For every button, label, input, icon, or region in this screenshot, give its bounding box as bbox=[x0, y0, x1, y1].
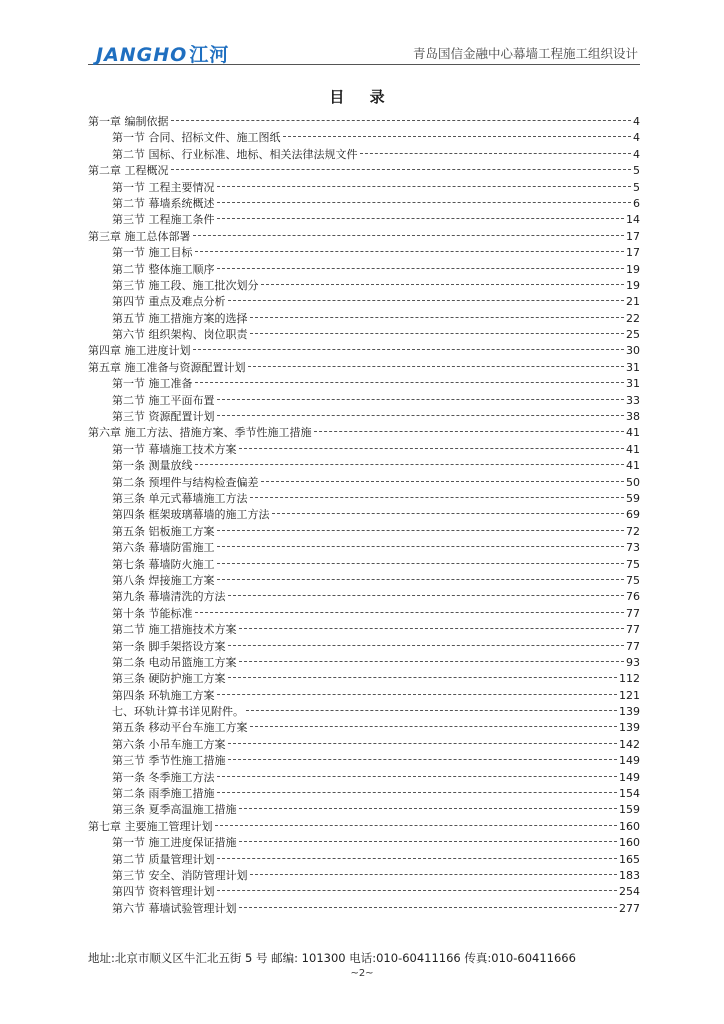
toc-dot-leader bbox=[215, 825, 618, 826]
toc-entry-page: 41 bbox=[626, 442, 640, 456]
toc-entry-label: 第四节 资料管理计划 bbox=[112, 885, 215, 899]
toc-entry-label: 第四条 环轨施工方案 bbox=[112, 688, 215, 702]
toc-entry[interactable] bbox=[88, 852, 640, 868]
toc-entry-page: 38 bbox=[626, 410, 640, 424]
toc-entry[interactable] bbox=[88, 196, 640, 212]
toc-dot-leader bbox=[261, 284, 625, 285]
logo-latin: JANGHO bbox=[96, 44, 188, 66]
toc-entry-label: 第三条 硬防护施工方案 bbox=[112, 672, 226, 686]
toc-entry[interactable] bbox=[88, 425, 640, 441]
toc-entry-page: 149 bbox=[619, 754, 640, 768]
toc-entry-label: 第三节 施工段、施工批次划分 bbox=[112, 278, 259, 292]
toc-dot-leader bbox=[195, 382, 625, 383]
toc-entry-label: 第一条 测量放线 bbox=[112, 459, 193, 473]
toc-entry[interactable] bbox=[88, 868, 640, 884]
toc-entry-label: 第四条 框架玻璃幕墙的施工方法 bbox=[112, 508, 270, 522]
toc-entry-page: 14 bbox=[626, 213, 640, 227]
toc-entry-label: 第五章 施工准备与资源配置计划 bbox=[88, 360, 246, 374]
toc-entry[interactable] bbox=[88, 704, 640, 720]
toc-entry-page: 277 bbox=[619, 901, 640, 915]
toc-dot-leader bbox=[250, 726, 618, 727]
toc-entry-page: 149 bbox=[619, 770, 640, 784]
toc-entry-page: 160 bbox=[619, 819, 640, 833]
toc-entry[interactable] bbox=[88, 639, 640, 655]
toc-entry-page: 41 bbox=[626, 459, 640, 473]
toc-entry[interactable] bbox=[88, 573, 640, 589]
toc-dot-leader bbox=[314, 431, 625, 432]
toc-entry[interactable] bbox=[88, 720, 640, 736]
toc-entry-page: 4 bbox=[633, 131, 640, 145]
toc-entry[interactable] bbox=[88, 606, 640, 622]
toc-entry-label: 第三条 单元式幕墙施工方法 bbox=[112, 491, 248, 505]
toc-entry-page: 59 bbox=[626, 491, 640, 505]
toc-dot-leader bbox=[250, 317, 625, 318]
toc-entry[interactable] bbox=[88, 557, 640, 573]
toc-entry-page: 17 bbox=[626, 246, 640, 260]
toc-dot-leader bbox=[193, 349, 625, 350]
toc-entry[interactable] bbox=[88, 343, 640, 359]
toc-entry[interactable] bbox=[88, 901, 640, 917]
toc-entry[interactable] bbox=[88, 770, 640, 786]
toc-entry-page: 142 bbox=[619, 737, 640, 751]
toc-entry-page: 154 bbox=[619, 787, 640, 801]
toc-entry-label: 第二节 施工平面布置 bbox=[112, 393, 215, 407]
toc-entry-label: 第二条 雨季施工措施 bbox=[112, 787, 215, 801]
toc-entry[interactable] bbox=[88, 393, 640, 409]
toc-entry-label: 第三节 工程施工条件 bbox=[112, 213, 215, 227]
toc-entry[interactable] bbox=[88, 802, 640, 818]
toc-dot-leader bbox=[360, 153, 632, 154]
toc-entry-label: 第二节 施工措施技术方案 bbox=[112, 623, 237, 637]
toc-entry-page: 33 bbox=[626, 393, 640, 407]
toc-entry[interactable] bbox=[88, 589, 640, 605]
toc-entry-label: 第一章 编制依据 bbox=[88, 115, 169, 128]
toc-entry-page: 112 bbox=[619, 672, 640, 686]
toc-dot-leader bbox=[195, 464, 625, 465]
toc-entry[interactable] bbox=[88, 229, 640, 245]
toc-entry-page: 76 bbox=[626, 590, 640, 604]
toc-entry-page: 31 bbox=[626, 360, 640, 374]
toc-dot-leader bbox=[272, 513, 625, 514]
toc-entry-page: 50 bbox=[626, 475, 640, 489]
toc-entry-label: 第一节 施工进度保证措施 bbox=[112, 836, 237, 850]
toc-entry-label: 第六节 组织架构、岗位职责 bbox=[112, 328, 248, 342]
toc-entry-page: 31 bbox=[626, 377, 640, 391]
toc-entry-label: 第二节 幕墙系统概述 bbox=[112, 196, 215, 210]
toc-entry-label: 第一条 脚手架搭设方案 bbox=[112, 639, 226, 653]
toc-dot-leader bbox=[283, 136, 632, 137]
toc-entry-page: 73 bbox=[626, 541, 640, 555]
toc-entry-label: 第一节 工程主要情况 bbox=[112, 180, 215, 194]
toc-entry-label: 第六条 小吊车施工方案 bbox=[112, 737, 226, 751]
toc-entry[interactable] bbox=[88, 507, 640, 523]
toc-entry-label: 第二节 国标、行业标准、地标、相关法律法规文件 bbox=[112, 147, 358, 161]
toc-dot-leader bbox=[239, 907, 618, 908]
toc-entry[interactable] bbox=[88, 278, 640, 294]
toc-entry[interactable] bbox=[88, 376, 640, 392]
toc-entry[interactable] bbox=[88, 671, 640, 687]
toc-dot-leader bbox=[217, 890, 618, 891]
toc-dot-leader bbox=[239, 448, 625, 449]
toc-entry[interactable] bbox=[88, 130, 640, 146]
toc-entry-label: 第九条 幕墙清洗的方法 bbox=[112, 590, 226, 604]
toc-dot-leader bbox=[250, 333, 625, 334]
toc-entry-label: 第三节 资源配置计划 bbox=[112, 410, 215, 424]
toc-entry[interactable] bbox=[88, 327, 640, 343]
toc-entry-label: 第三章 施工总体部署 bbox=[88, 229, 191, 243]
toc-entry-label: 第六节 幕墙试验管理计划 bbox=[112, 901, 237, 915]
toc-dot-leader bbox=[217, 530, 625, 531]
toc-entry-label: 第三条 夏季高温施工措施 bbox=[112, 803, 237, 817]
toc-entry-label: 第二条 电动吊篮施工方案 bbox=[112, 655, 237, 669]
toc-entry-label: 第四节 重点及难点分析 bbox=[112, 295, 226, 309]
toc-entry-page: 30 bbox=[626, 344, 640, 358]
toc-entry-page: 6 bbox=[633, 196, 640, 210]
toc-dot-leader bbox=[239, 808, 618, 809]
toc-dot-leader bbox=[250, 497, 625, 498]
toc-entry-page: 77 bbox=[626, 639, 640, 653]
toc-entry[interactable] bbox=[88, 114, 640, 130]
toc-entry-page: 25 bbox=[626, 328, 640, 342]
toc-entry-page: 41 bbox=[626, 426, 640, 440]
toc-entry-label: 第八条 焊接施工方案 bbox=[112, 573, 215, 587]
toc-dot-leader bbox=[239, 841, 618, 842]
toc-entry-page: 17 bbox=[626, 229, 640, 243]
toc-entry[interactable] bbox=[88, 524, 640, 540]
toc-dot-leader bbox=[195, 612, 625, 613]
toc-entry[interactable] bbox=[88, 786, 640, 802]
toc-entry-page: 254 bbox=[619, 885, 640, 899]
toc-entry-page: 4 bbox=[633, 147, 640, 161]
toc-dot-leader bbox=[217, 202, 632, 203]
toc-dot-leader bbox=[228, 743, 618, 744]
toc-entry-label: 第六章 施工方法、措施方案、季节性施工措施 bbox=[88, 426, 312, 440]
toc-entry-page: 75 bbox=[626, 557, 640, 571]
toc-entry[interactable] bbox=[88, 688, 640, 704]
toc-dot-leader bbox=[195, 251, 625, 252]
toc-entry[interactable] bbox=[88, 163, 640, 179]
toc-entry-label: 第一节 施工目标 bbox=[112, 246, 193, 260]
toc-entry-label: 第二章 工程概况 bbox=[88, 164, 169, 178]
toc-entry-page: 69 bbox=[626, 508, 640, 522]
toc-entry-page: 19 bbox=[626, 262, 640, 276]
toc-entry-label: 第七条 幕墙防火施工 bbox=[112, 557, 215, 571]
toc-entry[interactable] bbox=[88, 884, 640, 900]
toc-dot-leader bbox=[193, 235, 625, 236]
toc-entry[interactable] bbox=[88, 835, 640, 851]
toc-dot-leader bbox=[228, 677, 618, 678]
company-logo bbox=[96, 40, 229, 67]
toc-dot-leader bbox=[171, 169, 632, 170]
toc-entry-label: 第七章 主要施工管理计划 bbox=[88, 819, 213, 833]
toc-entry-page: 121 bbox=[619, 688, 640, 702]
toc-entry-label: 第十条 节能标准 bbox=[112, 606, 193, 620]
toc-entry-label: 第一节 幕墙施工技术方案 bbox=[112, 442, 237, 456]
toc-entry[interactable] bbox=[88, 147, 640, 163]
toc-entry-label: 第二节 质量管理计划 bbox=[112, 852, 215, 866]
toc-entry[interactable] bbox=[88, 409, 640, 425]
toc-entry-label: 第三节 季节性施工措施 bbox=[112, 754, 226, 768]
toc-entry-page: 139 bbox=[619, 705, 640, 719]
toc-dot-leader bbox=[171, 120, 632, 121]
toc-entry-label: 第四章 施工进度计划 bbox=[88, 344, 191, 358]
toc-dot-leader bbox=[217, 268, 625, 269]
footer-address: 地址:北京市顺义区牛汇北五街 5 号 邮编: 101300 电话:010-60411166 传真:010-60411666 bbox=[88, 951, 576, 965]
toc-entry-page: 75 bbox=[626, 573, 640, 587]
document-title: 青岛国信金融中心幕墙工程施工组织设计 bbox=[412, 46, 638, 61]
toc-entry-label: 七、环轨计算书详见附件。 bbox=[112, 705, 244, 719]
toc-entry-page: 77 bbox=[626, 623, 640, 637]
toc-entry-page: 159 bbox=[619, 803, 640, 817]
toc-dot-leader bbox=[217, 579, 625, 580]
toc-entry-label: 第二条 预埋件与结构检查偏差 bbox=[112, 475, 259, 489]
toc-dot-leader bbox=[217, 399, 625, 400]
toc-dot-leader bbox=[228, 759, 618, 760]
toc-dot-leader bbox=[217, 694, 618, 695]
toc-dot-leader bbox=[239, 628, 625, 629]
toc-dot-leader bbox=[248, 366, 625, 367]
toc-entry[interactable] bbox=[88, 475, 640, 491]
table-of-contents bbox=[88, 114, 640, 917]
toc-entry-page: 22 bbox=[626, 311, 640, 325]
toc-dot-leader bbox=[261, 481, 625, 482]
toc-dot-leader bbox=[239, 661, 625, 662]
toc-dot-leader bbox=[217, 186, 632, 187]
toc-dot-leader bbox=[217, 546, 625, 547]
toc-dot-leader bbox=[217, 415, 625, 416]
toc-entry-page: 5 bbox=[633, 164, 640, 178]
toc-entry[interactable] bbox=[88, 360, 640, 376]
toc-entry[interactable] bbox=[88, 491, 640, 507]
toc-title: 目 录 bbox=[329, 88, 395, 106]
toc-entry[interactable] bbox=[88, 540, 640, 556]
toc-dot-leader bbox=[217, 776, 618, 777]
toc-entry[interactable] bbox=[88, 212, 640, 228]
toc-entry-label: 第五条 移动平台车施工方案 bbox=[112, 721, 248, 735]
toc-dot-leader bbox=[228, 300, 625, 301]
toc-dot-leader bbox=[217, 218, 625, 219]
toc-entry-label: 第五条 铝板施工方案 bbox=[112, 524, 215, 538]
toc-entry-page: 139 bbox=[619, 721, 640, 735]
toc-entry-label: 第六条 幕墙防雷施工 bbox=[112, 541, 215, 555]
toc-entry-page: 160 bbox=[619, 836, 640, 850]
toc-entry-label: 第一条 冬季施工方法 bbox=[112, 770, 215, 784]
toc-entry[interactable] bbox=[88, 262, 640, 278]
toc-entry-page: 77 bbox=[626, 606, 640, 620]
toc-dot-leader bbox=[228, 595, 625, 596]
toc-entry[interactable] bbox=[88, 655, 640, 671]
toc-entry[interactable] bbox=[88, 819, 640, 835]
toc-entry-page: 165 bbox=[619, 852, 640, 866]
toc-dot-leader bbox=[246, 710, 617, 711]
toc-entry[interactable] bbox=[88, 737, 640, 753]
toc-dot-leader bbox=[217, 792, 618, 793]
toc-entry[interactable] bbox=[88, 458, 640, 474]
toc-dot-leader bbox=[250, 874, 618, 875]
toc-entry[interactable] bbox=[88, 245, 640, 261]
toc-entry-label: 第一节 施工准备 bbox=[112, 377, 193, 391]
toc-entry-page: 21 bbox=[626, 295, 640, 309]
toc-entry-page: 72 bbox=[626, 524, 640, 538]
toc-entry-page: 4 bbox=[633, 115, 640, 128]
toc-dot-leader bbox=[228, 645, 625, 646]
logo-chinese: 江河 bbox=[189, 44, 230, 66]
page-number: ~2~ bbox=[350, 968, 374, 979]
toc-entry-label: 第一节 合同、招标文件、施工图纸 bbox=[112, 131, 281, 145]
toc-entry-label: 第三节 安全、消防管理计划 bbox=[112, 868, 248, 882]
toc-entry[interactable] bbox=[88, 311, 640, 327]
toc-entry-page: 19 bbox=[626, 278, 640, 292]
toc-dot-leader bbox=[217, 563, 625, 564]
toc-entry[interactable] bbox=[88, 294, 640, 310]
toc-entry[interactable] bbox=[88, 753, 640, 769]
page-header bbox=[88, 36, 640, 65]
toc-entry-page: 183 bbox=[619, 868, 640, 882]
toc-entry[interactable] bbox=[88, 180, 640, 196]
toc-entry-label: 第五节 施工措施方案的选择 bbox=[112, 311, 248, 325]
toc-dot-leader bbox=[217, 858, 618, 859]
toc-entry[interactable] bbox=[88, 622, 640, 638]
toc-entry-label: 第二节 整体施工顺序 bbox=[112, 262, 215, 276]
toc-entry-page: 93 bbox=[626, 655, 640, 669]
toc-entry[interactable] bbox=[88, 442, 640, 458]
toc-entry-page: 5 bbox=[633, 180, 640, 194]
